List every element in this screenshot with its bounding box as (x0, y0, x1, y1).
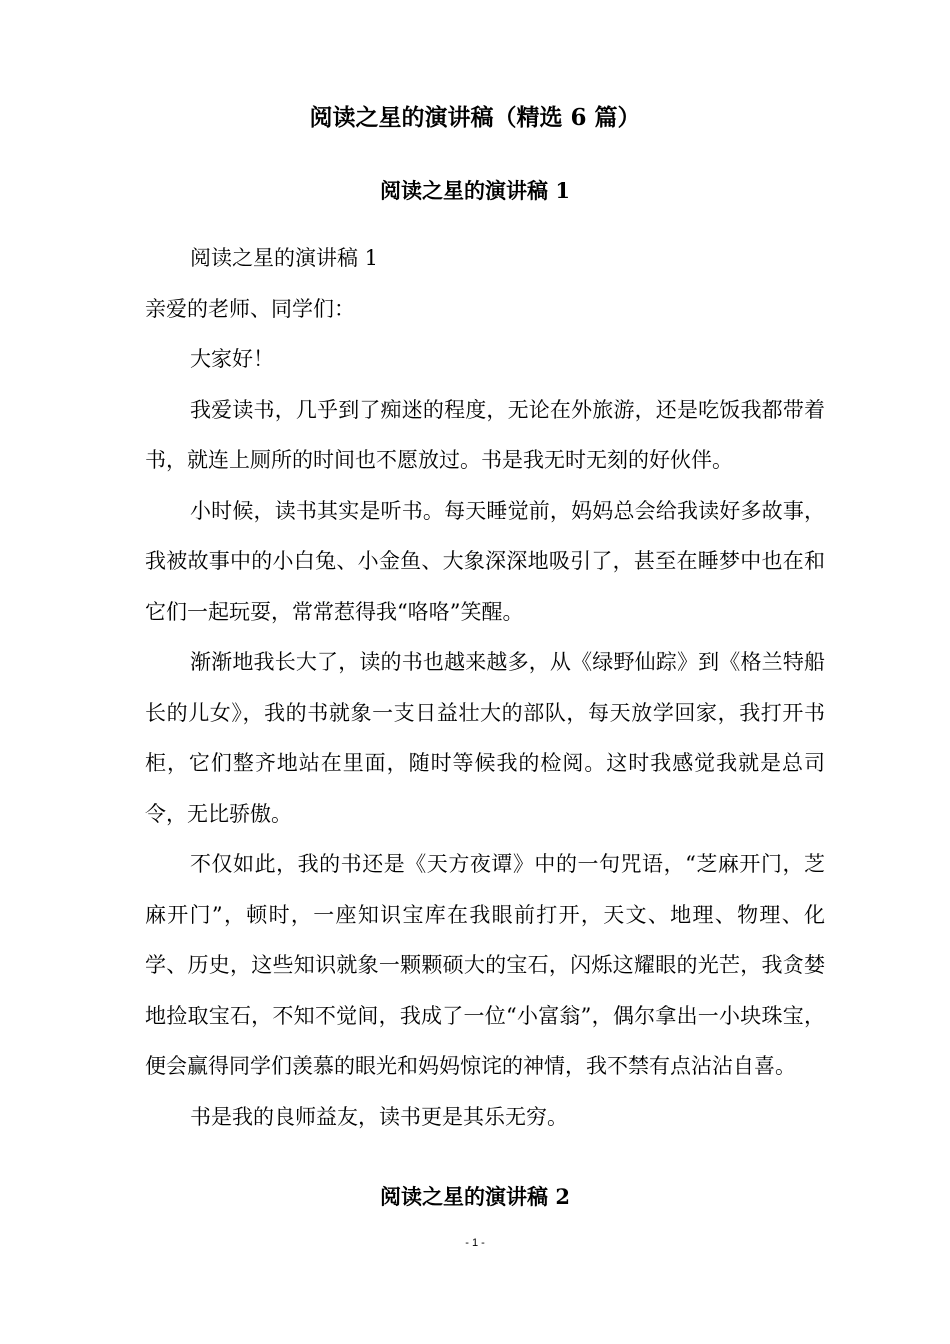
paragraph: 小时候，读书其实是听书。每天睡觉前，妈妈总会给我读好多故事，我被故事中的小白兔、小金鱼、大象深深地吸引了，甚至在睡梦中也在和它们一起玩耍，常常惹得我“咯咯”笑醒。 (145, 498, 825, 624)
paragraph-greeting: 亲爱的老师、同学们： (145, 296, 355, 321)
paragraph-hello: 大家好！ (190, 347, 274, 371)
section-heading-1: 阅读之星的演讲稿 1 (380, 178, 570, 203)
paragraph: 不仅如此，我的书还是《天方夜谭》中的一句咒语，“芝麻开门，芝麻开门”，顿时，一座知识宝库在我眼前打开，天文、地理、物理、化学、历史，这些知识就象一颗颗硕大的宝石，闪烁这耀眼的光芒，我贪婪地捡取宝石，不知不觉间，我成了一位“小富翁”，偶尔拿出一小块珠宝，便会赢得同学们羡慕的眼光和妈妈惊诧的神情，我不禁有点沾沾自喜。 (145, 852, 825, 1078)
document-body (145, 233, 825, 1142)
page-number: - 1 - (465, 1237, 485, 1249)
paragraph: 我爱读书，几乎到了痴迷的程度，无论在外旅游，还是吃饭我都带着书，就连上厕所的时间也不愿放过。书是我无时无刻的好伙伴。 (145, 397, 825, 472)
document-title: 阅读之星的演讲稿（精选 6 篇） (309, 104, 641, 131)
section-heading-2: 阅读之星的演讲稿 2 (380, 1184, 570, 1209)
paragraph-subtitle: 阅读之星的演讲稿 1 (190, 246, 379, 270)
paragraph-closing: 书是我的良师益友，读书更是其乐无穷。 (190, 1104, 568, 1129)
paragraph: 渐渐地我长大了，读的书也越来越多，从《绿野仙踪》到《格兰特船长的儿女》，我的书就象一支日益壮大的部队，每天放学回家，我打开书柜，它们整齐地站在里面，随时等候我的检阅。这时我感觉我就是总司令，无比骄傲。 (145, 650, 825, 826)
